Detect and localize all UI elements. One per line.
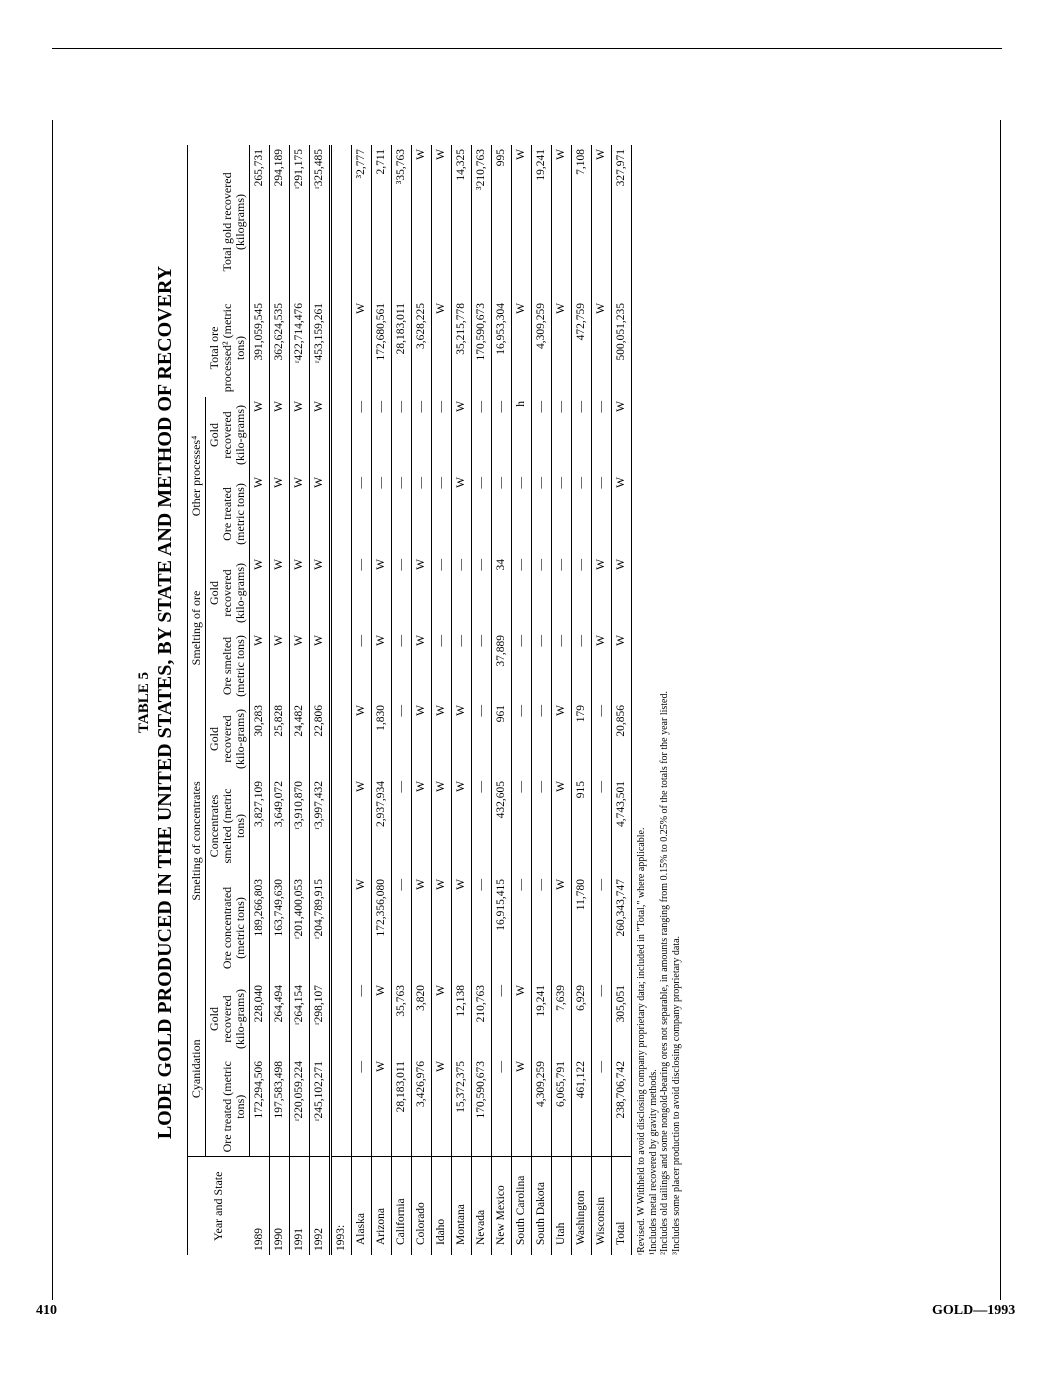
- table-cell: —: [552, 473, 572, 555]
- table-cell: 4,743,501: [612, 777, 632, 875]
- table-cell: —: [472, 701, 492, 777]
- table-cell: 14,325: [452, 145, 472, 299]
- table-cell: 228,040: [250, 981, 270, 1057]
- table-cell: ʳ3,997,432: [310, 777, 331, 875]
- table-cell: —: [372, 397, 392, 473]
- table-cell: ʳ325,485: [310, 145, 331, 299]
- row-label: 1992: [310, 1157, 331, 1255]
- table-row-state: [592, 145, 612, 1255]
- table-cell: —: [572, 397, 592, 473]
- table-cell: W: [310, 555, 331, 631]
- table-cell: W: [412, 875, 432, 981]
- table-cell: —: [512, 875, 532, 981]
- table-cell: 6,929: [572, 981, 592, 1057]
- table-cell: 30,283: [250, 701, 270, 777]
- column-header: Ore treated (metric tons): [206, 1057, 250, 1157]
- table-row-state: [472, 145, 492, 1255]
- table-cell: —: [392, 555, 412, 631]
- table-cell: —: [592, 701, 612, 777]
- table-cell: —: [412, 473, 432, 555]
- row-label: Alaska: [352, 1157, 372, 1255]
- row-label: New Mexico: [492, 1157, 512, 1255]
- table-cell: —: [592, 473, 612, 555]
- table-cell: 172,356,080: [372, 875, 392, 981]
- table-row-year: [310, 145, 331, 1255]
- table-cell: —: [352, 555, 372, 631]
- table-cell: W: [310, 397, 331, 473]
- table-cell: —: [592, 1057, 612, 1157]
- table-row-state: [512, 145, 532, 1255]
- table-cell: W: [432, 701, 452, 777]
- table-cell: ʳ291,175: [290, 145, 310, 299]
- table-cell: 35,215,778: [452, 299, 472, 397]
- table-cell: W: [372, 631, 392, 701]
- row-label: South Dakota: [532, 1157, 552, 1255]
- table-row-state: [352, 145, 372, 1255]
- footnote: ʳRevised. W Withheld to avoid disclosing company proprietary data; included in "Total," where applicable.: [636, 827, 647, 1255]
- table-cell: W: [432, 777, 452, 875]
- table-cell: W: [612, 473, 632, 555]
- table-cell: 15,372,375: [452, 1057, 472, 1157]
- table-cell: —: [572, 473, 592, 555]
- table-cell: ʳ453,159,261: [310, 299, 331, 397]
- table-cell: W: [270, 555, 290, 631]
- table-cell: W: [270, 397, 290, 473]
- table-cell: —: [432, 473, 452, 555]
- table-cell: —: [532, 875, 552, 981]
- row-label: Wisconsin: [592, 1157, 612, 1255]
- table-cell: 16,953,304: [492, 299, 512, 397]
- row-label: Total: [612, 1157, 632, 1255]
- table-cell: W: [452, 777, 472, 875]
- table-cell: —: [372, 473, 392, 555]
- table-cell: W: [412, 555, 432, 631]
- table-cell: W: [372, 981, 392, 1057]
- table-row-1993-heading: [331, 145, 352, 1255]
- table-cell: W: [432, 145, 452, 299]
- table-cell: —: [512, 631, 532, 701]
- table-cell: W: [432, 981, 452, 1057]
- table-cell: ʳ422,714,476: [290, 299, 310, 397]
- footnote: ³Includes some placer production to avoid disclosing company proprietary data.: [670, 935, 682, 1255]
- table-cell: 19,241: [532, 981, 552, 1057]
- table-cell: ʳ204,789,915: [310, 875, 331, 981]
- table-cell: 197,583,498: [270, 1057, 290, 1157]
- table-cell: 189,266,803: [250, 875, 270, 981]
- table-cell: —: [532, 397, 552, 473]
- row-label: Washington: [572, 1157, 592, 1255]
- total-ore-header: Total ore processed² (metric tons): [188, 299, 250, 397]
- table-cell: 35,763: [392, 981, 412, 1057]
- table-cell: ʳ220,059,224: [290, 1057, 310, 1157]
- table-cell: 7,639: [552, 981, 572, 1057]
- table-cell: —: [532, 473, 552, 555]
- table-cell: —: [512, 473, 532, 555]
- table-cell: 6,065,791: [552, 1057, 572, 1157]
- table-cell: —: [392, 473, 412, 555]
- table-cell: —: [512, 701, 532, 777]
- table-row-state: [412, 145, 432, 1255]
- table-cell: 238,706,742: [612, 1057, 632, 1157]
- table-row-state: [532, 145, 552, 1255]
- table-cell: W: [592, 631, 612, 701]
- table-cell: —: [392, 875, 412, 981]
- row-label: Montana: [452, 1157, 472, 1255]
- table-cell: —: [472, 777, 492, 875]
- table-cell: W: [412, 145, 432, 299]
- other-processes-group-header: Other processes⁴: [188, 397, 206, 555]
- table-cell: W: [592, 145, 612, 299]
- table-cell: W: [512, 981, 532, 1057]
- table-cell: 294,189: [270, 145, 290, 299]
- table-cell: 265,731: [250, 145, 270, 299]
- table-cell: W: [512, 1057, 532, 1157]
- table-row-state: [492, 145, 512, 1255]
- table-cell: 327,971: [612, 145, 632, 299]
- table-cell: —: [572, 555, 592, 631]
- table-cell: W: [452, 473, 472, 555]
- table-cell: —: [432, 555, 452, 631]
- table-cell: 264,494: [270, 981, 290, 1057]
- table-cell: W: [412, 701, 432, 777]
- table-cell: 19,241: [532, 145, 552, 299]
- table-cell: 172,294,506: [250, 1057, 270, 1157]
- year-1993-label: 1993:: [331, 1157, 352, 1255]
- table-cell: —: [352, 981, 372, 1057]
- table-row-state: [572, 145, 592, 1255]
- table-cell: —: [512, 555, 532, 631]
- row-label: Utah: [552, 1157, 572, 1255]
- table-cell: —: [352, 473, 372, 555]
- table-cell: —: [392, 631, 412, 701]
- table-cell: 12,138: [452, 981, 472, 1057]
- table-cell: 4,309,259: [532, 299, 552, 397]
- table-cell: —: [512, 777, 532, 875]
- row-label: Idaho: [432, 1157, 452, 1255]
- table-cell: —: [552, 397, 572, 473]
- left-margin-rule: [52, 120, 53, 1300]
- table-row-state: [392, 145, 412, 1255]
- table-cell: W: [552, 145, 572, 299]
- table-cell: ³35,763: [392, 145, 412, 299]
- footnote: ²Includes old tailings and some nongold-bearing ores not separable, in amounts ranging from 0.15% to 0.25% of the totals for the year listed.: [659, 691, 670, 1255]
- row-label: 1991: [290, 1157, 310, 1255]
- table-cell: ʳ264,154: [290, 981, 310, 1057]
- table-cell: 7,108: [572, 145, 592, 299]
- table-cell: 362,624,535: [270, 299, 290, 397]
- table-cell: 24,482: [290, 701, 310, 777]
- table-cell: 2,937,934: [372, 777, 392, 875]
- table-cell: —: [592, 981, 612, 1057]
- table-cell: W: [412, 777, 432, 875]
- table-cell: 3,426,976: [412, 1057, 432, 1157]
- column-header: Gold recovered (kilo-grams): [206, 701, 250, 777]
- table-cell: —: [472, 473, 492, 555]
- table-cell: —: [392, 701, 412, 777]
- table-cell: —: [492, 397, 512, 473]
- table-cell: W: [352, 777, 372, 875]
- row-label: South Carolina: [512, 1157, 532, 1255]
- column-header: Ore smelted (metric tons): [206, 631, 250, 701]
- total-gold-header: Total gold recovered (kilograms): [188, 145, 250, 299]
- table-cell: 3,820: [412, 981, 432, 1057]
- table-cell: W: [552, 777, 572, 875]
- table-cell: W: [250, 631, 270, 701]
- table-cell: 961: [492, 701, 512, 777]
- table-cell: 25,828: [270, 701, 290, 777]
- table-cell: W: [352, 701, 372, 777]
- table-cell: —: [352, 1057, 372, 1157]
- table-cell: W: [592, 299, 612, 397]
- table-cell: 432,605: [492, 777, 512, 875]
- row-label: Nevada: [472, 1157, 492, 1255]
- table-cell: 20,856: [612, 701, 632, 777]
- table-cell: —: [392, 777, 412, 875]
- table-cell: W: [372, 555, 392, 631]
- table-cell: 34: [492, 555, 512, 631]
- top-rule: [52, 48, 1002, 49]
- table-cell: —: [432, 397, 452, 473]
- table-cell: W: [250, 397, 270, 473]
- table-cell: W: [432, 875, 452, 981]
- column-header: Gold recovered (kilo-grams): [206, 981, 250, 1057]
- table-cell: 305,051: [612, 981, 632, 1057]
- year-state-header: Year and State: [188, 1157, 250, 1255]
- footnote: ¹Includes metal recovered by gravity methods.: [647, 1069, 659, 1255]
- table-cell: W: [372, 1057, 392, 1157]
- table-cell: —: [532, 631, 552, 701]
- column-header: Ore treated (metric tons): [206, 473, 250, 555]
- table-cell: 28,183,011: [392, 299, 412, 397]
- running-footer: GOLD—1993: [932, 1303, 1016, 1318]
- table-cell: 170,590,673: [472, 1057, 492, 1157]
- table-cell: W: [290, 473, 310, 555]
- table-cell: —: [452, 631, 472, 701]
- table-cell: W: [310, 473, 331, 555]
- table-cell: —: [492, 1057, 512, 1157]
- table-cell: —: [552, 555, 572, 631]
- column-header: Ore concentrated (metric tons): [206, 875, 250, 981]
- table-cell: W: [352, 875, 372, 981]
- table-title: LODE GOLD PRODUCED IN THE UNITED STATES, BY STATE AND METHOD OF RECOVERY: [154, 265, 176, 1140]
- gold-production-table: [187, 145, 632, 1255]
- table-cell: 11,780: [572, 875, 592, 981]
- table-cell: 179: [572, 701, 592, 777]
- table-cell: 163,749,630: [270, 875, 290, 981]
- table-cell: 500,051,235: [612, 299, 632, 397]
- table-cell: —: [352, 397, 372, 473]
- table-cell: W: [432, 299, 452, 397]
- table-cell: 260,343,747: [612, 875, 632, 981]
- table-cell: W: [250, 555, 270, 631]
- table-label: TABLE 5: [136, 672, 152, 733]
- table-cell: —: [432, 631, 452, 701]
- table-cell: W: [612, 397, 632, 473]
- table-row-state: [372, 145, 392, 1255]
- table-cell: W: [512, 299, 532, 397]
- table-cell: ³210,763: [472, 145, 492, 299]
- table-cell: 3,827,109: [250, 777, 270, 875]
- table-cell: W: [290, 555, 310, 631]
- table-cell: W: [552, 875, 572, 981]
- table-cell: 995: [492, 145, 512, 299]
- table-cell: 22,806: [310, 701, 331, 777]
- table-cell: 4,309,259: [532, 1057, 552, 1157]
- table-row-state: [432, 145, 452, 1255]
- cyanidation-group-header: Cyanidation: [188, 981, 206, 1157]
- table-cell: 28,183,011: [392, 1057, 412, 1157]
- table-cell: —: [412, 397, 432, 473]
- table-cell: W: [270, 631, 290, 701]
- table-cell: W: [452, 875, 472, 981]
- table-cell: —: [472, 555, 492, 631]
- table-cell: —: [532, 701, 552, 777]
- table-cell: W: [592, 555, 612, 631]
- row-label: Colorado: [412, 1157, 432, 1255]
- table-cell: 210,763: [472, 981, 492, 1057]
- table-cell: 2,711: [372, 145, 392, 299]
- table-cell: —: [532, 555, 552, 631]
- table-cell: W: [412, 631, 432, 701]
- table-cell: 461,122: [572, 1057, 592, 1157]
- table-cell: W: [552, 701, 572, 777]
- table-cell: —: [352, 631, 372, 701]
- table-cell: 16,915,415: [492, 875, 512, 981]
- table-cell: —: [532, 777, 552, 875]
- table-row-year: [290, 145, 310, 1255]
- table-cell: —: [392, 397, 412, 473]
- table-cell: h: [512, 397, 532, 473]
- column-header: Gold recovered (kilo-grams): [206, 555, 250, 631]
- table-cell: 391,059,545: [250, 299, 270, 397]
- table-cell: W: [612, 555, 632, 631]
- table-cell: —: [492, 473, 512, 555]
- rotated-table-panel: [136, 115, 766, 1290]
- table-cell: —: [592, 397, 612, 473]
- table-cell: W: [352, 299, 372, 397]
- table-cell: ʳ3,910,870: [290, 777, 310, 875]
- row-label: Arizona: [372, 1157, 392, 1255]
- table-cell: —: [592, 875, 612, 981]
- table-row-year: [270, 145, 290, 1255]
- table-cell: W: [452, 397, 472, 473]
- table-cell: 472,759: [572, 299, 592, 397]
- right-margin-rule: [1000, 120, 1001, 1300]
- table-cell: —: [552, 631, 572, 701]
- smelting-group-header: Smelting of ore: [188, 555, 206, 701]
- table-cell: W: [612, 631, 632, 701]
- column-header: Concentrates smelted (metric tons): [206, 777, 250, 875]
- table-cell: ³2,777: [352, 145, 372, 299]
- table-footnotes: [636, 115, 682, 1255]
- page-number: 410: [36, 1303, 57, 1318]
- table-row-state: [452, 145, 472, 1255]
- table-cell: 915: [572, 777, 592, 875]
- table-cell: 37,889: [492, 631, 512, 701]
- concentrates-group-header: Smelting of concentrates: [188, 701, 206, 981]
- table-cell: 172,680,561: [372, 299, 392, 397]
- table-cell: W: [310, 631, 331, 701]
- table-cell: W: [290, 397, 310, 473]
- table-cell: 3,628,225: [412, 299, 432, 397]
- row-label: 1989: [250, 1157, 270, 1255]
- table-cell: W: [250, 473, 270, 555]
- table-cell: —: [472, 397, 492, 473]
- row-label: California: [392, 1157, 412, 1255]
- table-cell: 170,590,673: [472, 299, 492, 397]
- table-cell: ʳ201,400,053: [290, 875, 310, 981]
- header-group-row: [188, 145, 206, 1255]
- row-label: 1990: [270, 1157, 290, 1255]
- table-cell: W: [552, 299, 572, 397]
- table-cell: 3,649,072: [270, 777, 290, 875]
- table-row-state: [552, 145, 572, 1255]
- table-cell: —: [492, 981, 512, 1057]
- table-cell: —: [452, 555, 472, 631]
- table-cell: 1,830: [372, 701, 392, 777]
- table-cell: —: [592, 777, 612, 875]
- table-cell: W: [512, 145, 532, 299]
- column-header: Gold recovered (kilo-grams): [206, 397, 250, 473]
- table-cell: W: [270, 473, 290, 555]
- table-row-year: [250, 145, 270, 1255]
- table-cell: —: [472, 875, 492, 981]
- table-cell: W: [290, 631, 310, 701]
- table-cell: —: [572, 631, 592, 701]
- table-cell: —: [472, 631, 492, 701]
- table-cell: W: [432, 1057, 452, 1157]
- table-cell: ʳ245,102,271: [310, 1057, 331, 1157]
- table-cell: W: [452, 701, 472, 777]
- table-cell: ʳ298,107: [310, 981, 331, 1057]
- table-row-total: [612, 145, 632, 1255]
